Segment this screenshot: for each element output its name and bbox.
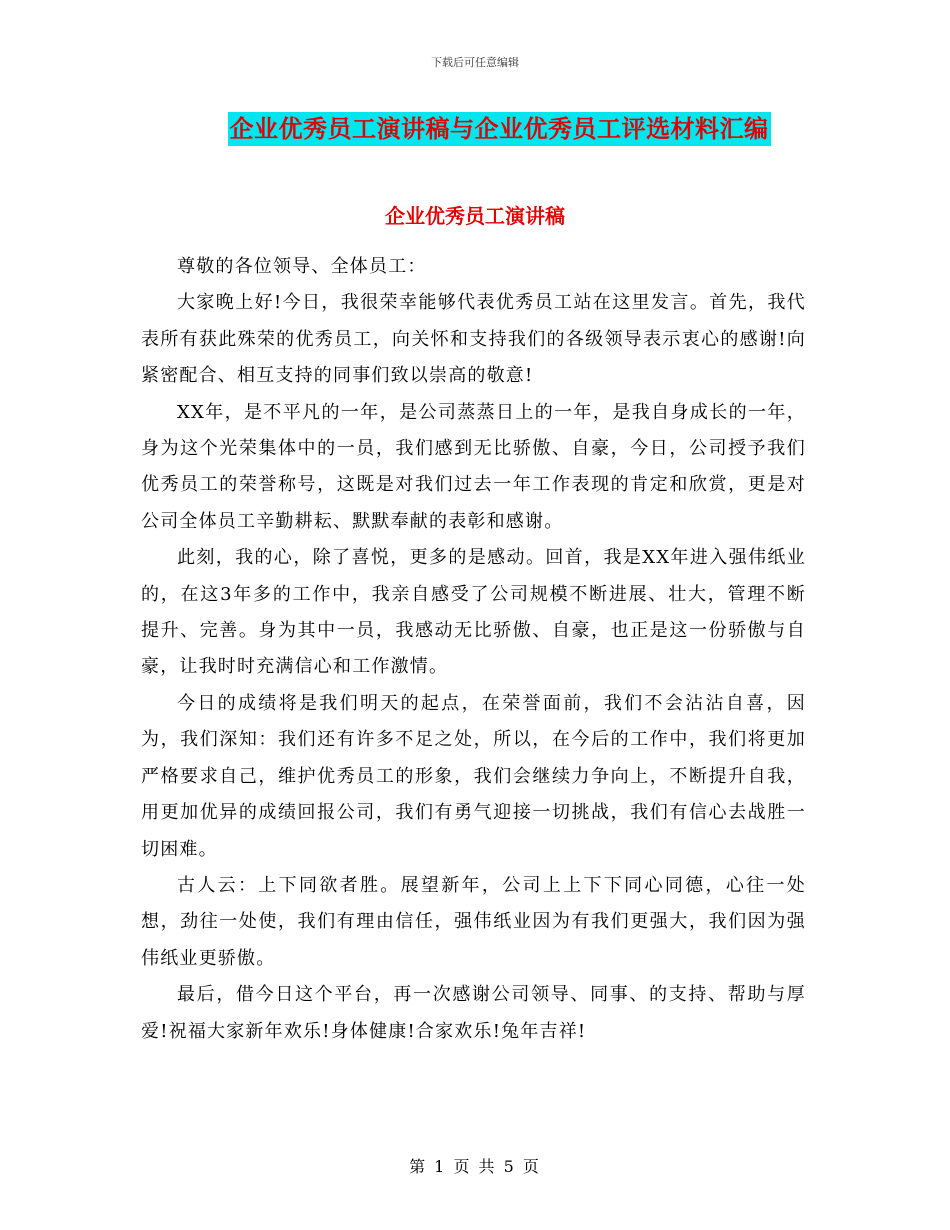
main-title: 企业优秀员工演讲稿与企业优秀员工评选材料汇编 [228,112,771,146]
paragraph: XX年，是不平凡的一年，是公司蒸蒸日上的一年，是我自身成长的一年，身为这个光荣集体中的一员，我们感到无比骄傲、自豪，今日，公司授予我们优秀员工的荣誉称号，这既是对我们过去一年工作表现的肯定和欣赏，更是对公司全体员工辛勤耕耘、默默奉献的表彰和感谢。 [141,401,806,532]
paragraph: 此刻，我的心，除了喜悦，更多的是感动。回首，我是XX年进入强伟纸业的，在这3年多的工作中，我亲自感受了公司规模不断进展、壮大，管理不断提升、完善。身为其中一员，我感动无比骄傲、自豪，也正是这一份骄傲与自豪，让我时时充满信心和工作激情。 [141,547,806,678]
paragraph: 古人云：上下同欲者胜。展望新年，公司上上下下同心同德，心往一处想，劲往一处使，我们有理由信任，强伟纸业因为有我们更强大，我们因为强伟纸业更骄傲。 [141,874,806,969]
main-title-container [0,112,950,146]
paragraph: 大家晚上好!今日，我很荣幸能够代表优秀员工站在这里发言。首先，我代表所有获此殊荣的优秀员工，向关怀和支持我们的各级领导表示衷心的感谢!向紧密配合、相互支持的同事们致以崇高的敬意! [141,292,806,387]
document-body [141,249,806,1050]
page-header-note: 下载后可任意编辑 [431,56,519,69]
page-number-footer: 第 1 页 共 5 页 [409,1157,541,1176]
paragraph: 最后，借今日这个平台，再一次感谢公司领导、同事、的支持、帮助与厚爱!祝福大家新年欢乐!身体健康!合家欢乐!兔年吉祥! [141,984,806,1042]
paragraph: 今日的成绩将是我们明天的起点，在荣誉面前，我们不会沾沾自喜，因为，我们深知：我们还有许多不足之处，所以，在今后的工作中，我们将更加严格要求自己，维护优秀员工的形象，我们会继续力争向上，不断提升自我，用更加优异的成绩回报公司，我们有勇气迎接一切挑战，我们有信心去战胜一切困难。 [141,692,806,860]
paragraph-salutation: 尊敬的各位领导、全体员工： [177,256,427,277]
section-title: 企业优秀员工演讲稿 [385,204,565,228]
